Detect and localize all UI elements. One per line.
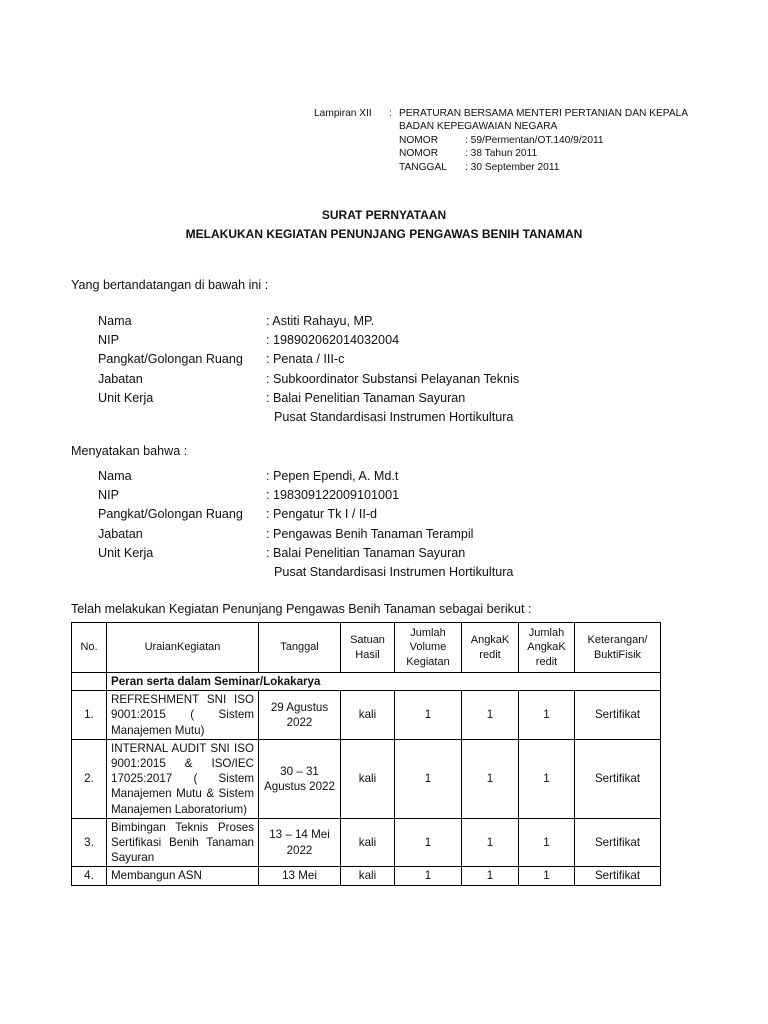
lampiran-key: NOMOR [399, 148, 439, 160]
cell-tanggal: 30 – 31 Agustus 2022 [259, 739, 341, 818]
lampiran-header [314, 107, 688, 174]
subject-fields [98, 467, 513, 582]
cell-volume: 1 [395, 818, 462, 867]
table-row [72, 818, 661, 867]
cell-jumlah: 1 [519, 691, 575, 740]
cell-angka: 1 [462, 818, 519, 867]
cell-keterangan: Sertifikat [575, 818, 661, 867]
cell-uraian: INTERNAL AUDIT SNI ISO 9001:2015 & ISO/IEC 17025:2017 ( Sistem Manajemen Mutu & Sistem Manajemen Laboratorium) [107, 739, 259, 818]
cell-jumlah: 1 [519, 818, 575, 867]
field-label: NIP [98, 333, 119, 348]
signer-fields [98, 312, 519, 427]
header-no: No. [72, 623, 107, 673]
lampiran-value: : 30 September 2011 [465, 161, 560, 173]
field-label: Jabatan [98, 526, 143, 541]
cell-uraian: REFRESHMENT SNI ISO 9001:2015 ( Sistem Manajemen Mutu) [107, 691, 259, 740]
field-value: : Balai Penelitian Tanaman Sayuran [266, 545, 466, 560]
field-value: : Penata / III-c [266, 352, 345, 367]
cell-no: 1. [72, 691, 107, 740]
field-label: Jabatan [98, 371, 143, 386]
field-label: Unit Kerja [98, 545, 154, 560]
cell-jumlah: 1 [519, 867, 575, 885]
field-label: Pangkat/Golongan Ruang [98, 507, 243, 522]
lampiran-key: TANGGAL [399, 161, 447, 173]
field-label: Nama [98, 314, 132, 328]
field-label: NIP [98, 488, 119, 503]
field-value: : 198309122009101001 [266, 488, 400, 503]
cell-angka: 1 [462, 691, 519, 740]
header-uraian: UraianKegiatan [107, 623, 259, 673]
cell-tanggal: 29 Agustus 2022 [259, 691, 341, 740]
cell-angka: 1 [462, 867, 519, 885]
table-section-row [72, 673, 661, 691]
cell-keterangan: Sertifikat [575, 739, 661, 818]
cell-volume: 1 [395, 867, 462, 885]
lampiran-value: : 38 Tahun 2011 [465, 148, 538, 160]
field-label: Nama [98, 469, 132, 483]
header-tanggal: Tanggal [259, 623, 341, 673]
field-value: Pusat Standardisasi Instrumen Hortikultura [274, 565, 514, 580]
field-value: : Balai Penelitian Tanaman Sayuran [266, 390, 466, 405]
table-row [72, 739, 661, 818]
field-label: Unit Kerja [98, 390, 154, 405]
cell-satuan: kali [341, 818, 395, 867]
header-jumlah-angka: Jumlah AngkaK redit [519, 623, 575, 673]
cell-satuan: kali [341, 739, 395, 818]
field-value: Pusat Standardisasi Instrumen Hortikultura [274, 410, 514, 425]
cell-keterangan: Sertifikat [575, 867, 661, 885]
activity-table [71, 622, 661, 886]
field-value: : Astiti Rahayu, MP. [266, 314, 375, 328]
header-keterangan: Keterangan/ BuktiFisik [575, 623, 661, 673]
cell-tanggal: 13 – 14 Mei 2022 [259, 818, 341, 867]
table-header-row [72, 623, 661, 673]
cell-uraian: Bimbingan Teknis Proses Sertifikasi Benih Tanaman Sayuran [107, 818, 259, 867]
cell-volume: 1 [395, 739, 462, 818]
declare-text: Menyatakan bahwa : [71, 444, 188, 458]
intro-text: Yang bertandatangan di bawah ini : [71, 278, 269, 292]
lampiran-value: : 59/Permentan/OT.140/9/2011 [465, 134, 604, 146]
lampiran-line2: BADAN KEPEGAWAIAN NEGARA [399, 121, 558, 133]
cell-volume: 1 [395, 691, 462, 740]
header-satuan: Satuan Hasil [341, 623, 395, 673]
field-value: : Pengawas Benih Tanaman Terampil [266, 526, 474, 541]
cell-satuan: kali [341, 867, 395, 885]
field-value: : 198902062014032004 [266, 333, 400, 348]
lampiran-line1: PERATURAN BERSAMA MENTERI PERTANIAN DAN KEPALA [399, 108, 689, 119]
cell-no: 3. [72, 818, 107, 867]
field-value: : Pepen Ependi, A. Md.t [266, 469, 399, 483]
field-label: Pangkat/Golongan Ruang [98, 352, 243, 367]
cell-satuan: kali [341, 691, 395, 740]
cell-jumlah: 1 [519, 739, 575, 818]
lampiran-label: Lampiran XII [314, 108, 372, 119]
section-title: Peran serta dalam Seminar/Lokakarya [107, 673, 661, 691]
cell-no: 2. [72, 739, 107, 818]
field-value: : Pengatur Tk I / II-d [266, 507, 378, 522]
field-value: : Subkoordinator Substansi Pelayanan Teknis [266, 371, 520, 386]
cell-uraian: Membangun ASN [107, 867, 259, 885]
cell-angka: 1 [462, 739, 519, 818]
cell-keterangan: Sertifikat [575, 691, 661, 740]
table-row [72, 691, 661, 740]
cell-tanggal: 13 Mei [259, 867, 341, 885]
table-row [72, 867, 661, 885]
header-jumlah-volume: Jumlah Volume Kegiatan [395, 623, 462, 673]
cell-no: 4. [72, 867, 107, 885]
document-subtitle: MELAKUKAN KEGIATAN PENUNJANG PENGAWAS BENIH TANAMAN [185, 227, 583, 241]
document-title: SURAT PERNYATAAN [321, 208, 447, 222]
header-angka-kredit: AngkaK redit [462, 623, 519, 673]
lampiran-key: NOMOR [399, 134, 439, 146]
table-intro: Telah melakukan Kegiatan Penunjang Pengawas Benih Tanaman sebagai berikut : [71, 602, 532, 616]
lampiran-colon: : [389, 108, 392, 119]
